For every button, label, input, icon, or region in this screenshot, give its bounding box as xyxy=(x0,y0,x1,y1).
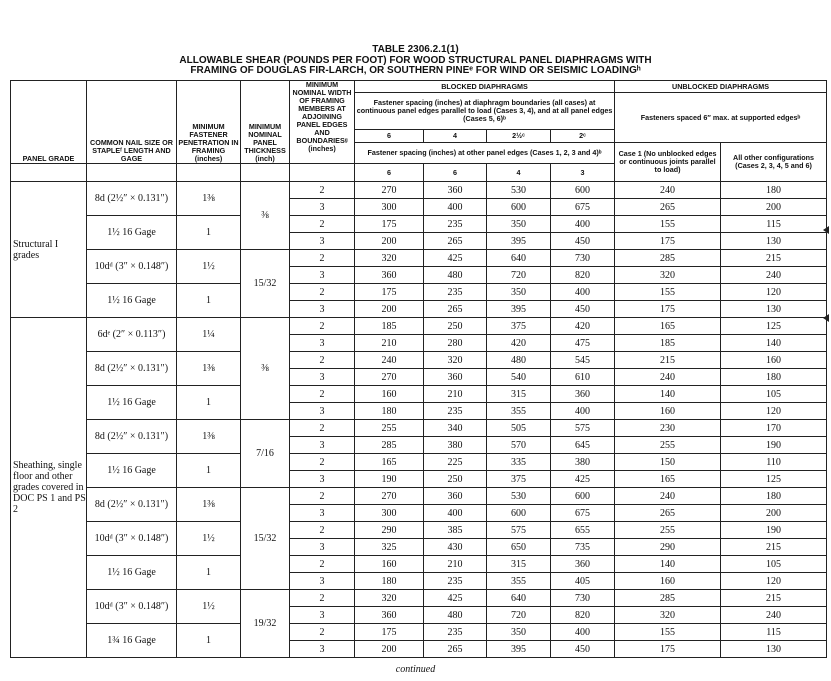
panel-thickness-cell: ⅜ xyxy=(241,318,290,420)
table-row xyxy=(11,556,827,573)
blocked-2-5-4-cell: 350 xyxy=(487,216,551,233)
blocked-2-3-cell: 420 xyxy=(551,318,615,335)
header-boundary-spacing-note: Fastener spacing (inches) at diaphragm boundaries (all cases) at continuous panel edges parallel to load (Cases 3, 4), and at all panel edges (Cases 5, 6)ᵇ xyxy=(355,93,615,130)
blocked-4-6-cell: 425 xyxy=(424,250,487,267)
framing-width-cell: 3 xyxy=(290,607,355,624)
table-row xyxy=(11,216,827,233)
unblocked-other-cell: 215 xyxy=(721,250,827,267)
spacing-other-6b: 6 xyxy=(424,164,487,182)
blocked-6-6-cell: 210 xyxy=(355,335,424,352)
framing-width-cell: 2 xyxy=(290,522,355,539)
blocked-4-6-cell: 225 xyxy=(424,454,487,471)
blocked-2-3-cell: 645 xyxy=(551,437,615,454)
table-row xyxy=(11,250,827,267)
blocked-4-6-cell: 235 xyxy=(424,284,487,301)
blocked-2-3-cell: 575 xyxy=(551,420,615,437)
penetration-cell: 1⅜ xyxy=(177,182,241,216)
blocked-4-6-cell: 400 xyxy=(424,505,487,522)
unblocked-case1-cell: 165 xyxy=(615,471,721,488)
table-row xyxy=(11,624,827,641)
blocked-4-6-cell: 235 xyxy=(424,573,487,590)
blocked-2-5-4-cell: 600 xyxy=(487,199,551,216)
spacing-other-6a: 6 xyxy=(355,164,424,182)
blocked-2-3-cell: 400 xyxy=(551,216,615,233)
table-row xyxy=(11,386,827,403)
framing-width-cell: 2 xyxy=(290,352,355,369)
blocked-2-5-4-cell: 720 xyxy=(487,267,551,284)
panel-thickness-cell: 15/32 xyxy=(241,250,290,318)
unblocked-case1-cell: 175 xyxy=(615,301,721,318)
framing-width-cell: 2 xyxy=(290,454,355,471)
blocked-4-6-cell: 360 xyxy=(424,182,487,199)
penetration-cell: 1 xyxy=(177,284,241,318)
unblocked-case1-cell: 155 xyxy=(615,624,721,641)
allowable-shear-table xyxy=(10,80,827,658)
penetration-cell: 1½ xyxy=(177,590,241,624)
unblocked-case1-cell: 285 xyxy=(615,590,721,607)
blocked-2-3-cell: 425 xyxy=(551,471,615,488)
unblocked-case1-cell: 155 xyxy=(615,216,721,233)
blocked-2-5-4-cell: 375 xyxy=(487,318,551,335)
header-penetration-continued xyxy=(177,164,241,182)
blocked-6-6-cell: 175 xyxy=(355,284,424,301)
penetration-cell: 1 xyxy=(177,386,241,420)
blocked-2-5-4-cell: 395 xyxy=(487,641,551,658)
framing-width-cell: 2 xyxy=(290,318,355,335)
blocked-2-3-cell: 405 xyxy=(551,573,615,590)
blocked-6-6-cell: 165 xyxy=(355,454,424,471)
penetration-cell: 1⅜ xyxy=(177,488,241,522)
blocked-2-3-cell: 735 xyxy=(551,539,615,556)
unblocked-other-cell: 140 xyxy=(721,335,827,352)
unblocked-case1-cell: 320 xyxy=(615,267,721,284)
blocked-2-3-cell: 600 xyxy=(551,488,615,505)
blocked-2-3-cell: 450 xyxy=(551,301,615,318)
unblocked-case1-cell: 230 xyxy=(615,420,721,437)
nail-size-cell: 8d (2½″ × 0.131″) xyxy=(87,488,177,522)
table-row xyxy=(11,352,827,369)
table-row xyxy=(11,522,827,539)
header-case-1: Case 1 (No unblocked edges or continuous joints parallel to load) xyxy=(615,143,721,182)
header-penetration: MINIMUM FASTENER PENETRATION IN FRAMING (inches) xyxy=(177,81,241,164)
blocked-6-6-cell: 270 xyxy=(355,182,424,199)
header-thickness: MINIMUM NOMINAL PANEL THICKNESS (inch) xyxy=(241,81,290,164)
nail-size-cell: 6dᵉ (2″ × 0.113″) xyxy=(87,318,177,352)
blocked-2-5-4-cell: 600 xyxy=(487,505,551,522)
blocked-2-5-4-cell: 335 xyxy=(487,454,551,471)
unblocked-case1-cell: 150 xyxy=(615,454,721,471)
blocked-6-6-cell: 320 xyxy=(355,590,424,607)
spacing-other-4: 4 xyxy=(487,164,551,182)
blocked-2-5-4-cell: 575 xyxy=(487,522,551,539)
blocked-2-3-cell: 450 xyxy=(551,233,615,250)
blocked-6-6-cell: 200 xyxy=(355,641,424,658)
framing-width-cell: 3 xyxy=(290,301,355,318)
unblocked-other-cell: 190 xyxy=(721,522,827,539)
nail-size-cell: 8d (2½″ × 0.131″) xyxy=(87,182,177,216)
blocked-2-5-4-cell: 570 xyxy=(487,437,551,454)
penetration-cell: 1¼ xyxy=(177,318,241,352)
framing-width-cell: 3 xyxy=(290,641,355,658)
unblocked-other-cell: 115 xyxy=(721,624,827,641)
unblocked-other-cell: 200 xyxy=(721,199,827,216)
blocked-6-6-cell: 270 xyxy=(355,369,424,386)
blocked-6-6-cell: 290 xyxy=(355,522,424,539)
penetration-cell: 1 xyxy=(177,624,241,658)
blocked-4-6-cell: 265 xyxy=(424,641,487,658)
nail-size-cell: 1½ 16 Gage xyxy=(87,556,177,590)
blocked-4-6-cell: 400 xyxy=(424,199,487,216)
blocked-6-6-cell: 285 xyxy=(355,437,424,454)
blocked-6-6-cell: 180 xyxy=(355,573,424,590)
unblocked-other-cell: 125 xyxy=(721,471,827,488)
unblocked-other-cell: 190 xyxy=(721,437,827,454)
unblocked-case1-cell: 240 xyxy=(615,369,721,386)
unblocked-other-cell: 180 xyxy=(721,182,827,199)
panel-thickness-cell: 19/32 xyxy=(241,590,290,658)
unblocked-case1-cell: 155 xyxy=(615,284,721,301)
unblocked-other-cell: 125 xyxy=(721,318,827,335)
unblocked-case1-cell: 290 xyxy=(615,539,721,556)
framing-width-cell: 3 xyxy=(290,335,355,352)
blocked-2-3-cell: 475 xyxy=(551,335,615,352)
blocked-2-3-cell: 545 xyxy=(551,352,615,369)
blocked-2-5-4-cell: 505 xyxy=(487,420,551,437)
blocked-2-5-4-cell: 530 xyxy=(487,488,551,505)
unblocked-other-cell: 130 xyxy=(721,641,827,658)
penetration-cell: 1½ xyxy=(177,522,241,556)
panel-grade-cell: Sheathing, single floor and other grades covered in DOC PS 1 and PS 2 xyxy=(11,318,87,658)
unblocked-case1-cell: 160 xyxy=(615,573,721,590)
table-row xyxy=(11,590,827,607)
blocked-4-6-cell: 235 xyxy=(424,216,487,233)
blocked-2-5-4-cell: 315 xyxy=(487,386,551,403)
blocked-2-3-cell: 600 xyxy=(551,182,615,199)
unblocked-case1-cell: 160 xyxy=(615,403,721,420)
continued-footer: continued xyxy=(395,664,436,675)
blocked-6-6-cell: 240 xyxy=(355,352,424,369)
penetration-cell: 1 xyxy=(177,556,241,590)
table-row xyxy=(11,318,827,335)
blocked-4-6-cell: 250 xyxy=(424,471,487,488)
penetration-cell: 1½ xyxy=(177,250,241,284)
blocked-2-3-cell: 450 xyxy=(551,641,615,658)
framing-width-cell: 2 xyxy=(290,488,355,505)
unblocked-other-cell: 180 xyxy=(721,488,827,505)
table-row xyxy=(11,454,827,471)
unblocked-case1-cell: 255 xyxy=(615,437,721,454)
blocked-6-6-cell: 320 xyxy=(355,250,424,267)
page-margin-marker-icon xyxy=(823,314,829,322)
unblocked-other-cell: 215 xyxy=(721,590,827,607)
unblocked-other-cell: 170 xyxy=(721,420,827,437)
unblocked-case1-cell: 140 xyxy=(615,556,721,573)
blocked-2-3-cell: 730 xyxy=(551,590,615,607)
blocked-2-5-4-cell: 640 xyxy=(487,590,551,607)
panel-grade-cell: Structural I grades xyxy=(11,182,87,318)
blocked-2-5-4-cell: 530 xyxy=(487,182,551,199)
framing-width-cell: 3 xyxy=(290,233,355,250)
panel-thickness-cell: 15/32 xyxy=(241,488,290,590)
nail-size-cell: 1¾ 16 Gage xyxy=(87,624,177,658)
table-row xyxy=(11,284,827,301)
table-title-line-1: ALLOWABLE SHEAR (POUNDS PER FOOT) FOR WOOD STRUCTURAL PANEL DIAPHRAGMS WITH xyxy=(179,55,652,66)
header-panel-grade: PANEL GRADE xyxy=(11,81,87,164)
panel-thickness-cell: 7/16 xyxy=(241,420,290,488)
header-width-continued xyxy=(290,164,355,182)
blocked-4-6-cell: 280 xyxy=(424,335,487,352)
unblocked-other-cell: 115 xyxy=(721,216,827,233)
blocked-6-6-cell: 160 xyxy=(355,386,424,403)
blocked-2-5-4-cell: 355 xyxy=(487,403,551,420)
blocked-2-3-cell: 360 xyxy=(551,556,615,573)
blocked-2-5-4-cell: 350 xyxy=(487,624,551,641)
header-other-configurations: All other configurations (Cases 2, 3, 4, 5 and 6) xyxy=(721,143,827,182)
framing-width-cell: 3 xyxy=(290,573,355,590)
blocked-6-6-cell: 360 xyxy=(355,607,424,624)
unblocked-other-cell: 160 xyxy=(721,352,827,369)
blocked-4-6-cell: 320 xyxy=(424,352,487,369)
framing-width-cell: 3 xyxy=(290,369,355,386)
unblocked-other-cell: 120 xyxy=(721,403,827,420)
framing-width-cell: 2 xyxy=(290,284,355,301)
unblocked-case1-cell: 175 xyxy=(615,233,721,250)
framing-width-cell: 2 xyxy=(290,420,355,437)
unblocked-case1-cell: 265 xyxy=(615,505,721,522)
page-margin-marker-icon xyxy=(823,226,829,234)
blocked-6-6-cell: 175 xyxy=(355,624,424,641)
header-framing-width: MINIMUM NOMINAL WIDTH OF FRAMING MEMBERS AT ADJOINING PANEL EDGES AND BOUNDARIESᵍ (inches) xyxy=(290,81,355,164)
unblocked-other-cell: 240 xyxy=(721,607,827,624)
blocked-2-5-4-cell: 375 xyxy=(487,471,551,488)
blocked-2-5-4-cell: 395 xyxy=(487,301,551,318)
unblocked-case1-cell: 215 xyxy=(615,352,721,369)
blocked-2-3-cell: 820 xyxy=(551,267,615,284)
blocked-4-6-cell: 425 xyxy=(424,590,487,607)
nail-size-cell: 1½ 16 Gage xyxy=(87,284,177,318)
framing-width-cell: 2 xyxy=(290,624,355,641)
blocked-2-5-4-cell: 350 xyxy=(487,284,551,301)
unblocked-other-cell: 215 xyxy=(721,539,827,556)
blocked-4-6-cell: 360 xyxy=(424,369,487,386)
blocked-6-6-cell: 300 xyxy=(355,505,424,522)
blocked-2-5-4-cell: 395 xyxy=(487,233,551,250)
penetration-cell: 1⅜ xyxy=(177,352,241,386)
nail-size-cell: 8d (2½″ × 0.131″) xyxy=(87,420,177,454)
blocked-2-3-cell: 380 xyxy=(551,454,615,471)
table-row xyxy=(11,420,827,437)
blocked-4-6-cell: 265 xyxy=(424,301,487,318)
nail-size-cell: 10dᵈ (3″ × 0.148″) xyxy=(87,250,177,284)
spacing-other-3: 3 xyxy=(551,164,615,182)
blocked-2-3-cell: 675 xyxy=(551,505,615,522)
nail-size-cell: 1½ 16 Gage xyxy=(87,216,177,250)
blocked-6-6-cell: 300 xyxy=(355,199,424,216)
unblocked-other-cell: 105 xyxy=(721,386,827,403)
blocked-2-5-4-cell: 420 xyxy=(487,335,551,352)
blocked-4-6-cell: 265 xyxy=(424,233,487,250)
penetration-cell: 1⅜ xyxy=(177,420,241,454)
nail-size-cell: 1½ 16 Gage xyxy=(87,454,177,488)
unblocked-other-cell: 105 xyxy=(721,556,827,573)
header-nail-size: COMMON NAIL SIZE OR STAPLEᶠ LENGTH AND GAGE xyxy=(87,81,177,164)
penetration-cell: 1 xyxy=(177,454,241,488)
blocked-4-6-cell: 340 xyxy=(424,420,487,437)
blocked-6-6-cell: 185 xyxy=(355,318,424,335)
blocked-2-3-cell: 360 xyxy=(551,386,615,403)
framing-width-cell: 2 xyxy=(290,250,355,267)
blocked-4-6-cell: 380 xyxy=(424,437,487,454)
blocked-6-6-cell: 175 xyxy=(355,216,424,233)
table-row xyxy=(11,488,827,505)
blocked-2-3-cell: 400 xyxy=(551,284,615,301)
unblocked-case1-cell: 240 xyxy=(615,182,721,199)
nail-size-cell: 1½ 16 Gage xyxy=(87,386,177,420)
blocked-2-3-cell: 610 xyxy=(551,369,615,386)
framing-width-cell: 2 xyxy=(290,216,355,233)
spacing-boundary-4: 4 xyxy=(424,130,487,143)
blocked-2-5-4-cell: 640 xyxy=(487,250,551,267)
framing-width-cell: 3 xyxy=(290,267,355,284)
blocked-2-5-4-cell: 720 xyxy=(487,607,551,624)
blocked-4-6-cell: 480 xyxy=(424,607,487,624)
blocked-6-6-cell: 190 xyxy=(355,471,424,488)
blocked-4-6-cell: 235 xyxy=(424,624,487,641)
unblocked-case1-cell: 320 xyxy=(615,607,721,624)
table-number: TABLE 2306.2.1(1) xyxy=(372,44,459,55)
framing-width-cell: 3 xyxy=(290,199,355,216)
framing-width-cell: 3 xyxy=(290,403,355,420)
blocked-2-3-cell: 730 xyxy=(551,250,615,267)
header-other-edges-note: Fastener spacing (inches) at other panel edges (Cases 1, 2, 3 and 4)ᵇ xyxy=(355,143,615,164)
blocked-4-6-cell: 360 xyxy=(424,488,487,505)
unblocked-case1-cell: 175 xyxy=(615,641,721,658)
framing-width-cell: 2 xyxy=(290,386,355,403)
blocked-6-6-cell: 200 xyxy=(355,233,424,250)
unblocked-case1-cell: 185 xyxy=(615,335,721,352)
nail-size-cell: 8d (2½″ × 0.131″) xyxy=(87,352,177,386)
blocked-2-3-cell: 820 xyxy=(551,607,615,624)
blocked-6-6-cell: 255 xyxy=(355,420,424,437)
unblocked-other-cell: 120 xyxy=(721,573,827,590)
unblocked-case1-cell: 140 xyxy=(615,386,721,403)
framing-width-cell: 2 xyxy=(290,590,355,607)
unblocked-other-cell: 120 xyxy=(721,284,827,301)
blocked-4-6-cell: 430 xyxy=(424,539,487,556)
unblocked-other-cell: 130 xyxy=(721,233,827,250)
blocked-4-6-cell: 210 xyxy=(424,556,487,573)
blocked-2-5-4-cell: 480 xyxy=(487,352,551,369)
unblocked-case1-cell: 240 xyxy=(615,488,721,505)
unblocked-other-cell: 240 xyxy=(721,267,827,284)
blocked-2-5-4-cell: 650 xyxy=(487,539,551,556)
blocked-4-6-cell: 210 xyxy=(424,386,487,403)
framing-width-cell: 3 xyxy=(290,437,355,454)
blocked-6-6-cell: 160 xyxy=(355,556,424,573)
table-body xyxy=(11,182,827,658)
unblocked-other-cell: 130 xyxy=(721,301,827,318)
framing-width-cell: 2 xyxy=(290,556,355,573)
panel-thickness-cell: ⅜ xyxy=(241,182,290,250)
blocked-2-5-4-cell: 540 xyxy=(487,369,551,386)
unblocked-case1-cell: 255 xyxy=(615,522,721,539)
blocked-6-6-cell: 270 xyxy=(355,488,424,505)
blocked-2-3-cell: 400 xyxy=(551,403,615,420)
unblocked-case1-cell: 285 xyxy=(615,250,721,267)
header-blocked-diaphragms: BLOCKED DIAPHRAGMS xyxy=(355,81,615,93)
framing-width-cell: 3 xyxy=(290,505,355,522)
blocked-6-6-cell: 360 xyxy=(355,267,424,284)
header-thickness-continued xyxy=(241,164,290,182)
blocked-4-6-cell: 385 xyxy=(424,522,487,539)
blocked-6-6-cell: 325 xyxy=(355,539,424,556)
blocked-2-3-cell: 655 xyxy=(551,522,615,539)
header-unblocked-diaphragms: UNBLOCKED DIAPHRAGMS xyxy=(615,81,827,93)
table-title-line-2: FRAMING OF DOUGLAS FIR-LARCH, OR SOUTHERN PINEᵉ FOR WIND OR SEISMIC LOADINGʰ xyxy=(190,65,641,76)
unblocked-other-cell: 200 xyxy=(721,505,827,522)
table-row xyxy=(11,182,827,199)
unblocked-case1-cell: 265 xyxy=(615,199,721,216)
penetration-cell: 1 xyxy=(177,216,241,250)
framing-width-cell: 3 xyxy=(290,471,355,488)
spacing-boundary-2-5: 2½ᶜ xyxy=(487,130,551,143)
nail-size-cell: 10dᵈ (3″ × 0.148″) xyxy=(87,522,177,556)
spacing-boundary-2: 2ᶜ xyxy=(551,130,615,143)
header-nail-continued xyxy=(87,164,177,182)
blocked-2-5-4-cell: 315 xyxy=(487,556,551,573)
framing-width-cell: 2 xyxy=(290,182,355,199)
unblocked-other-cell: 110 xyxy=(721,454,827,471)
header-grade-continued xyxy=(11,164,87,182)
blocked-4-6-cell: 480 xyxy=(424,267,487,284)
blocked-2-3-cell: 400 xyxy=(551,624,615,641)
header-unblocked-spacing-note: Fasteners spaced 6″ max. at supported edgesᵇ xyxy=(615,93,827,143)
blocked-4-6-cell: 250 xyxy=(424,318,487,335)
blocked-6-6-cell: 200 xyxy=(355,301,424,318)
blocked-6-6-cell: 180 xyxy=(355,403,424,420)
unblocked-other-cell: 180 xyxy=(721,369,827,386)
unblocked-case1-cell: 165 xyxy=(615,318,721,335)
blocked-4-6-cell: 235 xyxy=(424,403,487,420)
blocked-2-3-cell: 675 xyxy=(551,199,615,216)
blocked-2-5-4-cell: 355 xyxy=(487,573,551,590)
spacing-boundary-6: 6 xyxy=(355,130,424,143)
framing-width-cell: 3 xyxy=(290,539,355,556)
nail-size-cell: 10dᵈ (3″ × 0.148″) xyxy=(87,590,177,624)
